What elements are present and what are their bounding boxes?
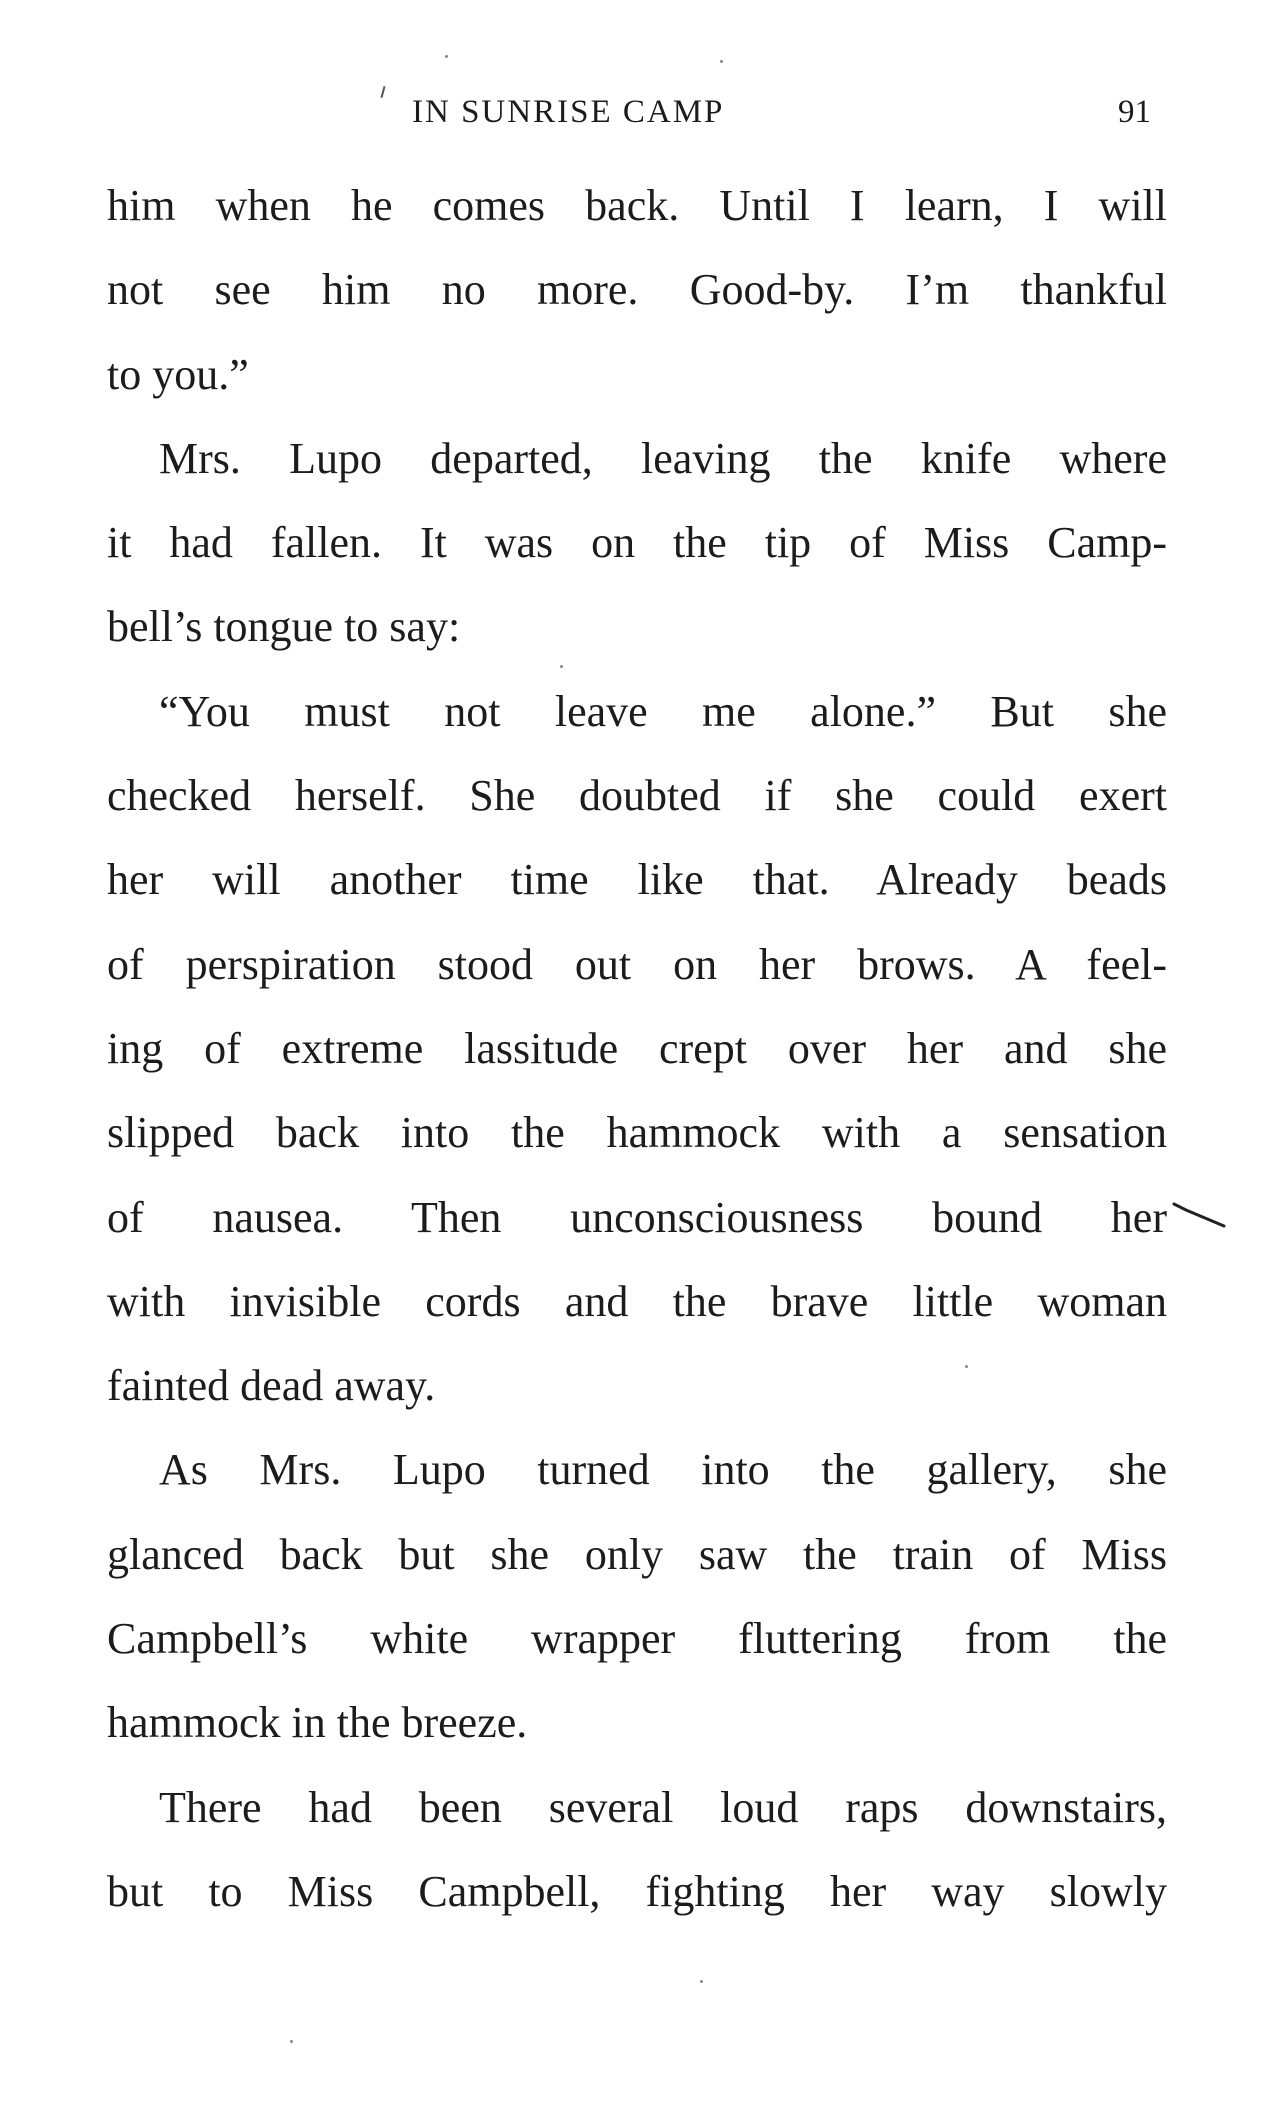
text-line: “You must not leave me alone.” But she: [159, 686, 1167, 736]
paper-speck: [700, 1980, 703, 1983]
text-line: not see him no more. Good-by. I’m thankful: [107, 265, 1167, 315]
paper-speck: [560, 665, 563, 668]
text-line: but to Miss Campbell, fighting her way slowly: [107, 1866, 1167, 1916]
text-line: As Mrs. Lupo turned into the gallery, she: [159, 1445, 1167, 1495]
text-line: glanced back but she only saw the train of Miss: [107, 1529, 1167, 1579]
body-text: [107, 164, 1167, 1934]
text-line: it had fallen. It was on the tip of Miss Camp-: [107, 518, 1167, 568]
paper-speck: [965, 1365, 968, 1368]
text-line: her will another time like that. Already beads: [107, 855, 1167, 905]
text-line: with invisible cords and the brave little woman: [107, 1276, 1167, 1326]
text-line: of nausea. Then unconsciousness bound her: [107, 1192, 1167, 1242]
text-line: hammock in the breeze.: [107, 1698, 528, 1748]
paper-speck: [290, 2040, 293, 2043]
running-title: IN SUNRISE CAMP: [412, 94, 725, 130]
margin-check-mark: [1172, 1200, 1230, 1230]
text-line: There had been several loud raps downstairs,: [159, 1782, 1167, 1832]
page-number: 91: [1118, 94, 1151, 130]
text-line: fainted dead away.: [107, 1361, 436, 1411]
running-head: [0, 94, 1271, 144]
text-line: to you.”: [107, 349, 249, 399]
text-line: checked herself. She doubted if she could exert: [107, 771, 1167, 821]
text-line: Campbell’s white wrapper fluttering from the: [107, 1614, 1167, 1664]
paper-speck: [445, 55, 448, 58]
text-line: ing of extreme lassitude crept over her and she: [107, 1023, 1167, 1073]
paper-speck: [720, 60, 723, 63]
text-line: of perspiration stood out on her brows. A feel-: [107, 939, 1167, 989]
text-line: him when he comes back. Until I learn, I will: [107, 181, 1167, 230]
text-line: slipped back into the hammock with a sensation: [107, 1108, 1167, 1158]
text-line: bell’s tongue to say:: [107, 602, 461, 652]
text-line: Mrs. Lupo departed, leaving the knife where: [159, 433, 1167, 483]
